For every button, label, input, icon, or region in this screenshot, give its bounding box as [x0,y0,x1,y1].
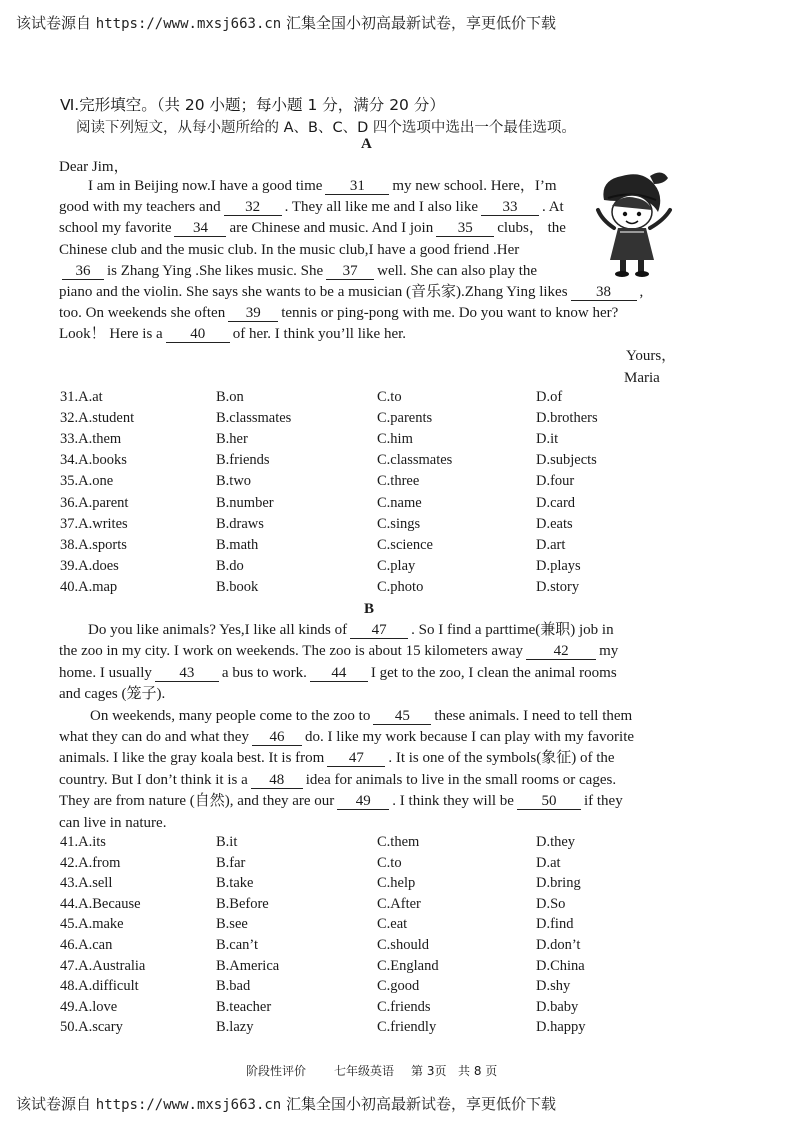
answer-option[interactable]: B.her [216,431,248,448]
letter-signature: Maria [624,370,660,386]
passage-text: are Chinese and music. And I join [229,220,434,237]
footer-subject: 七年级英语 [334,1064,395,1078]
passage-text: the zoo in my city. I work on weekends. The zoo is about 15 kilometers away [59,643,524,660]
passage-text: , [639,284,644,300]
passage-line [59,641,618,662]
question-option-a[interactable]: 32.A.student [60,410,135,427]
answer-option[interactable]: C.friends [377,998,431,1015]
passage-line [59,303,618,324]
footer-total-pages: 共 8 页 [458,1064,498,1078]
answer-option[interactable]: B.friends [216,452,270,469]
answer-option[interactable]: C.them [377,834,420,850]
answer-option[interactable]: D.subjects [536,452,597,469]
answer-option[interactable]: D.shy [536,978,571,995]
passage-line [59,324,406,345]
banner-suffix: 汇集全国小初高最新试卷，享更低价下载 [286,14,557,32]
section-title: Ⅵ.完形填空。（共 20 小题；每小题 1 分，满分 20 分） [60,96,445,114]
passage-text: if they [583,793,623,810]
answer-option[interactable]: C.parents [377,410,433,427]
passage-text: too. On weekends she often [59,305,226,322]
answer-blank[interactable]: 42 [526,644,596,660]
passage-text: I am in Beijing now.I have a good time [88,178,323,194]
passage-text: Do you like animals? Yes,I like all kinds of [88,622,348,638]
question-option-a[interactable]: 47.A.Australia [60,957,146,974]
answer-option[interactable]: D.story [536,578,580,595]
answer-option[interactable]: D.happy [536,1019,586,1036]
answer-blank[interactable]: 45 [373,709,431,725]
passage-text: piano and the violin. She says she wants to be a musician (音乐家).Zhang Ying likes [59,284,568,300]
answer-option[interactable]: B.far [216,854,246,871]
passage-text: home. I usually [59,664,152,681]
passage-line [59,663,617,684]
answer-option[interactable]: B.America [216,957,280,974]
passage-line [59,813,166,834]
passage-line [88,176,557,197]
answer-blank[interactable]: 47 [327,751,385,767]
passage-text: good with my teachers and [59,199,221,216]
passage-text: idea for animals to live in the small rooms or cages. [305,771,617,788]
answer-blank[interactable]: 34 [174,221,226,237]
passage-text: Chinese club and the music club. In the music club,I have a good friend .Her [59,241,520,258]
answer-option[interactable]: D.of [536,389,563,405]
answer-blank[interactable]: 49 [337,794,389,810]
question-option-a[interactable]: 42.A.from [60,854,121,871]
answer-option[interactable]: C.to [377,854,402,871]
banner-url[interactable]: https://www.mxsj663.cn [95,1097,282,1113]
question-option-a[interactable]: 49.A.love [60,998,118,1015]
answer-option[interactable]: B.Before [216,895,269,912]
passage-line [59,261,537,282]
question-option-a[interactable]: 31.A.at [60,389,103,405]
question-option-a[interactable]: 48.A.difficult [60,978,139,995]
answer-blank[interactable]: 40 [166,327,230,343]
passage-text: . So I find a parttime(兼职) job in [411,622,614,638]
answer-option[interactable]: C.England [377,957,439,974]
question-option-a[interactable]: 46.A.can [60,937,113,953]
answer-option[interactable]: B.do [216,557,244,574]
answer-option[interactable]: C.should [377,937,429,953]
passage-line [59,197,564,218]
banner-url[interactable]: https://www.mxsj663.cn [95,16,282,32]
answer-option[interactable]: C.photo [377,578,424,595]
answer-option[interactable]: C.help [377,875,416,892]
passage-text: I get to the zoo, I clean the animal rooms [370,664,617,681]
passage-text: my new school. Here，I’m [392,178,557,194]
passage-text: animals. I like the gray koala best. It is from [59,750,325,767]
answer-option[interactable]: B.can’t [216,937,259,953]
passage-line [59,748,615,769]
answer-option[interactable]: C.sings [377,515,421,532]
question-option-a[interactable]: 39.A.does [60,557,119,574]
answer-option[interactable]: D.plays [536,557,581,574]
question-option-a[interactable]: 37.A.writes [60,515,128,532]
answer-option[interactable]: D.four [536,473,575,490]
passage-text: They are from nature (自然), and they are our [59,793,335,810]
passage-text: do. I like my work because I can play with my favorite [304,729,635,745]
passage-text: my [599,643,619,660]
answer-blank[interactable]: 39 [228,306,278,322]
answer-option[interactable]: B.lazy [216,1019,254,1036]
source-banner-top [16,12,556,33]
answer-option[interactable]: C.After [377,895,421,912]
banner-suffix: 汇集全国小初高最新试卷，享更低价下载 [286,1095,557,1113]
answer-option[interactable]: D.card [536,494,576,511]
passage-text: school my favorite [59,220,172,237]
passage-text: these animals. I need to tell them [434,707,633,724]
question-option-a[interactable]: 35.A.one [60,473,114,490]
answer-option[interactable]: B.draws [216,515,264,532]
passage-text: what they can do and what they [59,729,249,745]
answer-option[interactable]: B.see [216,916,248,933]
answer-option[interactable]: C.play [377,557,416,574]
answer-option[interactable]: D.they [536,834,576,850]
answer-blank[interactable]: 48 [251,773,303,789]
answer-option[interactable]: B.it [216,834,238,850]
answer-option[interactable]: D.find [536,916,574,933]
answer-option[interactable]: D.don’t [536,937,581,953]
footer-assessment: 阶段性评价 [246,1064,307,1078]
passage-text: clubs， the [497,220,566,237]
answer-option[interactable]: C.name [377,494,422,511]
passage-line [59,240,519,261]
passage-text: . I think they will be [392,793,514,810]
question-option-a[interactable]: 40.A.map [60,578,118,595]
question-option-a[interactable]: 43.A.sell [60,875,113,892]
part-a-label: A [361,136,372,152]
answer-option[interactable]: B.bad [216,978,251,995]
answer-option[interactable]: B.take [216,875,254,892]
answer-option[interactable]: D.So [536,895,566,912]
section-instruction: 阅读下列短文，从每小题所给的 A、B、C、D 四个选项中选出一个最佳选项。 [76,120,576,136]
answer-option[interactable]: B.two [216,473,252,490]
answer-option[interactable]: B.book [216,578,259,595]
answer-option[interactable]: B.number [216,494,274,511]
girl-illustration [592,170,677,280]
answer-blank[interactable]: 37 [326,264,374,280]
passage-line [59,727,634,748]
answer-option[interactable]: C.science [377,536,433,553]
passage-line [90,706,632,727]
answer-option[interactable]: C.classmates [377,452,453,469]
question-option-a[interactable]: 36.A.parent [60,494,129,511]
answer-option[interactable]: D.it [536,431,559,448]
question-option-a[interactable]: 50.A.scary [60,1019,123,1036]
answer-option[interactable]: D.China [536,957,585,974]
passage-text: of her. I think you’ll like her. [232,326,407,343]
footer-page-number: 第 3页 [411,1064,447,1078]
passage-text: Look！ Here is a [59,326,163,343]
answer-option[interactable]: C.good [377,978,420,995]
passage-line [88,620,614,641]
passage-line [59,791,623,812]
answer-blank[interactable]: 38 [571,285,637,301]
passage-text: is Zhang Ying .She likes music. She [107,262,324,279]
question-option-a[interactable]: 33.A.them [60,431,122,448]
answer-option[interactable]: D.brothers [536,410,598,427]
answer-option[interactable]: D.art [536,536,566,553]
answer-blank[interactable]: 33 [481,200,539,216]
question-option-a[interactable]: 45.A.make [60,916,124,933]
banner-prefix: 该试卷源自 [16,1095,92,1113]
passage-text: country. But I don’t think it is a [59,771,248,788]
answer-blank[interactable]: 47 [350,623,408,639]
question-option-a[interactable]: 34.A.books [60,452,127,469]
passage-line [59,218,566,239]
answer-blank[interactable]: 35 [436,221,494,237]
passage-line [59,770,616,791]
answer-blank[interactable]: 36 [62,264,104,280]
answer-option[interactable]: C.three [377,473,420,490]
banner-prefix: 该试卷源自 [16,14,92,32]
answer-option[interactable]: C.eat [377,916,408,933]
passage-text: and cages (笼子). [59,686,166,703]
passage-text: tennis or ping-pong with me. Do you want to know her? [281,305,619,322]
passage-text: . They all like me and I also like [284,199,479,216]
answer-option[interactable]: C.to [377,389,402,405]
passage-text: well. She can also play the [377,262,538,279]
passage-text: a bus to work. [221,664,307,681]
passage-line [59,684,165,705]
answer-blank[interactable]: 46 [252,730,302,746]
part-b-label: B [364,601,375,617]
answer-option[interactable]: B.on [216,389,244,405]
answer-option[interactable]: C.friendly [377,1019,437,1036]
answer-option[interactable]: B.classmates [216,410,292,427]
answer-option[interactable]: D.eats [536,515,573,532]
answer-option[interactable]: B.teacher [216,998,272,1015]
passage-text: . It is one of the symbols(象征) of the [388,750,615,767]
answer-option[interactable]: D.bring [536,875,581,892]
answer-option[interactable]: B.math [216,536,259,553]
question-option-a[interactable]: 38.A.sports [60,536,127,553]
answer-blank[interactable]: 50 [517,794,581,810]
letter-closing: Yours， [626,348,677,364]
source-banner-bottom [16,1093,556,1114]
answer-blank[interactable]: 44 [310,666,368,682]
letter-greeting: Dear Jim， [59,159,129,175]
answer-blank[interactable]: 31 [325,179,389,195]
passage-text: . At [542,199,564,216]
answer-option[interactable]: D.at [536,854,561,871]
answer-option[interactable]: C.him [377,431,413,448]
passage-text: On weekends, many people come to the zoo to [90,707,371,724]
answer-option[interactable]: D.baby [536,998,579,1015]
answer-blank[interactable]: 32 [224,200,282,216]
answer-blank[interactable]: 43 [155,666,219,682]
passage-line [59,282,643,303]
passage-text: can live in nature. [59,814,167,831]
question-option-a[interactable]: 41.A.its [60,834,106,850]
question-option-a[interactable]: 44.A.Because [60,895,141,912]
